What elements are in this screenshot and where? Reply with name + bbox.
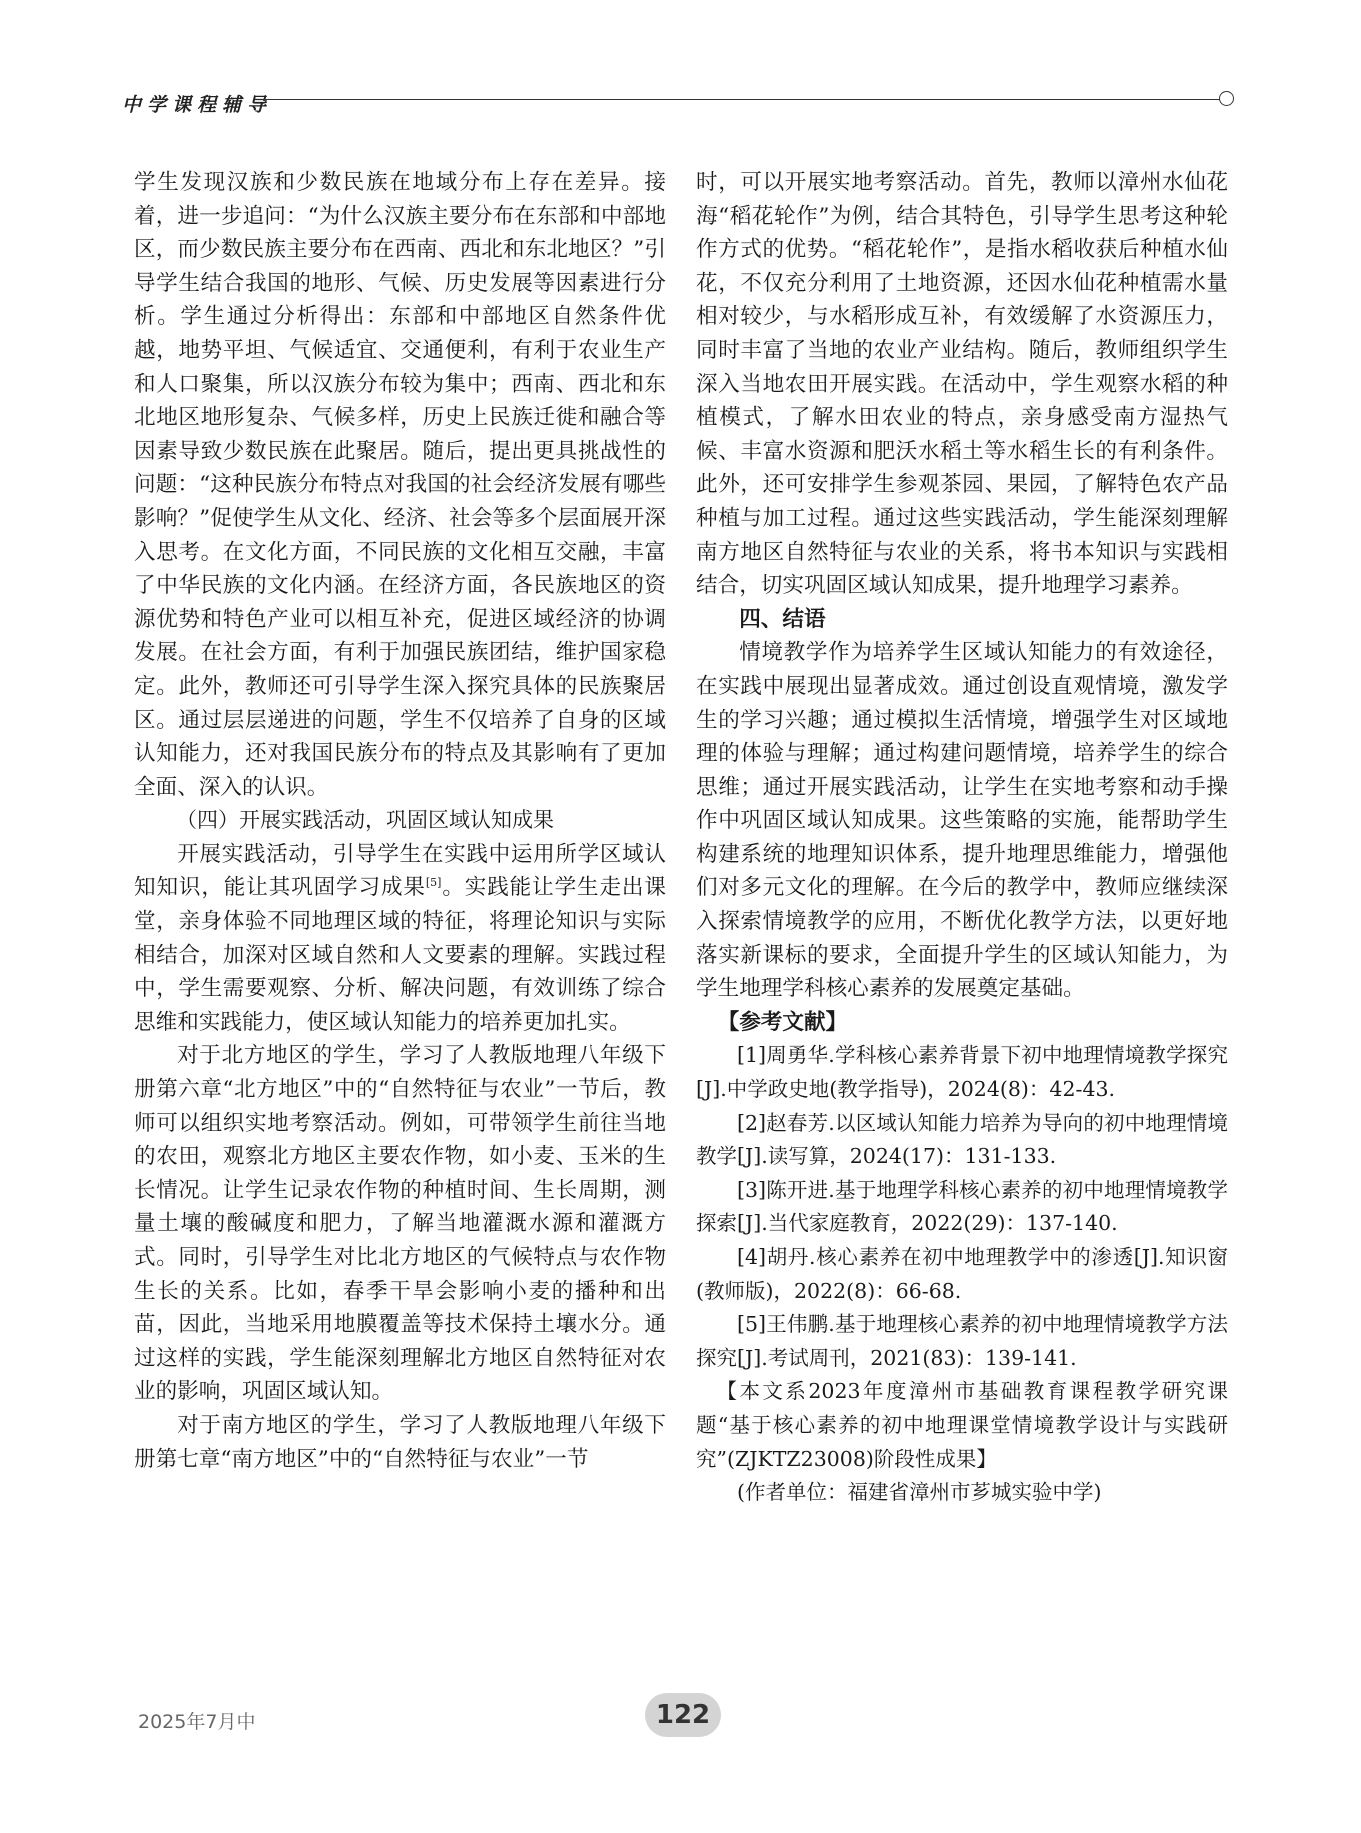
reference-item: [2]赵春芳.以区域认知能力培养为导向的初中地理情境教学[J].读写算，2024(17)：131-133. [696,1110,1228,1169]
subsection-heading: （四）开展实践活动，巩固区域认知成果 [176,808,554,833]
reference-item: [5]王伟鹏.基于地理核心素养的初中地理情境教学方法探究[J].考试周刊，2021(83)：139-141. [696,1312,1228,1370]
paragraph-text: 。实践能让学生走出课堂，亲身体验不同地理区域的特征，将理论知识与实际相结合，加深对区域自然和人文要素的理解。实践过程中，学生需要观察、分析、解决问题，有效训练了综合思维和实践能力，使区域认知能力的培养更加扎实。 [134,875,666,1035]
issue-date: 2025年7月中 [138,1711,256,1733]
right-column [696,166,1228,1510]
header-circle-ornament [1219,91,1234,106]
paragraph: 对于南方地区的学生，学习了人教版地理八年级下册第七章“南方地区”中的“自然特征与农业”一节 [134,1412,666,1472]
author-affiliation: (作者单位：福建省漳州市芗城实验中学) [737,1480,1102,1505]
paragraph: 情境教学作为培养学生区域认知能力的有效途径，在实践中展现出显著成效。通过创设直观情境，激发学生的学习兴趣；通过模拟生活情境，增强学生对区域地理的体验与理解；通过构建问题情境，培养学生的综合思维；通过开展实践活动，让学生在实地考察和动手操作中巩固区域认知成果。这些策略的实施，能帮助学生构建系统的地理知识体系，提升地理思维能力，增强他们对多元文化的理解。在今后的教学中，教师应继续深入探索情境教学的应用，不断优化教学方法，以更好地落实新课标的要求，全面提升学生的区域认知能力，为学生地理学科核心素养的发展奠定基础。 [696,640,1228,1002]
citation-marker[interactable]: [5] [425,876,442,890]
reference-item: [4]胡丹.核心素养在初中地理教学中的渗透[J].知识窗(教师版)，2022(8)：66-68. [696,1245,1228,1303]
page-number: 122 [645,1693,721,1737]
paragraph-text: 开展实践活动，引导学生在实践中运用所学区域认知知识，能让其巩固学习成果 [134,841,666,901]
journal-name: 中学课程辅导 [122,94,273,116]
section-heading: 四、结语 [739,606,826,632]
paragraph: 时，可以开展实地考察活动。首先，教师以漳州水仙花海“稻花轮作”为例，结合其特色，引导学生思考这种轮作方式的优势。“稻花轮作”，是指水稻收获后种植水仙花，不仅充分利用了土地资源，还因水仙花种植需水量相对较少，与水稻形成互补，有效缓解了水资源压力，同时丰富了当地的农业产业结构。随后，教师组织学生深入当地农田开展实践。在活动中，学生观察水稻的种植模式，了解水田农业的特点，亲身感受南方湿热气候、丰富水资源和肥沃水稻土等水稻生长的有利条件。此外，还可安排学生参观茶园、果园，了解特色农产品种植与加工过程。通过这些实践活动，学生能深刻理解南方地区自然特征与农业的关系，将书本知识与实践相结合，切实巩固区域认知成果，提升地理学习素养。 [696,170,1228,599]
paragraph: 学生发现汉族和少数民族在地域分布上存在差异。接着，进一步追问：“为什么汉族主要分布在东部和中部地区，而少数民族主要分布在西南、西北和东北地区？”引导学生结合我国的地形、气候、历史发展等因素进行分析。学生通过分析得出：东部和中部地区自然条件优越，地势平坦、气候适宜、交通便利，有利于农业生产和人口聚集，所以汉族分布较为集中；西南、西北和东北地区地形复杂、气候多样，历史上民族迁徙和融合等因素导致少数民族在此聚居。随后，提出更具挑战性的问题：“这种民族分布特点对我国的社会经济发展有哪些影响？”促使学生从文化、经济、社会等多个层面展开深入思考。在文化方面，不同民族的文化相互交融，丰富了中华民族的文化内涵。在经济方面，各民族地区的资源优势和特色产业可以相互补充，促进区域经济的协调发展。在社会方面，有利于加强民族团结，维护国家稳定。此外，教师还可引导学生深入探究具体的民族聚居区。通过层层递进的问题，学生不仅培养了自身的区域认知能力，还对我国民族分布的特点及其影响有了更加全面、深入的认识。 [134,170,666,800]
reference-item: [3]陈开进.基于地理学科核心素养的初中地理情境教学探索[J].当代家庭教育，2022(29)：137-140. [696,1177,1228,1236]
references-heading: 【参考文献】 [717,1009,848,1035]
left-column [134,166,666,1476]
header-rule [262,99,1220,100]
page-header [122,86,1234,116]
paragraph: 对于北方地区的学生，学习了人教版地理八年级下册第六章“北方地区”中的“自然特征与农业”一节后，教师可以组织实地考察活动。例如，可带领学生前往当地的农田，观察北方地区主要农作物，如小麦、玉米的生长情况。让学生记录农作物的种植时间、生长周期，测量土壤的酸碱度和肥力，了解当地灌溉水源和灌溉方式。同时，引导学生对比北方地区的气候特点与农作物生长的关系。比如，春季干旱会影响小麦的播种和出苗，因此，当地采用地膜覆盖等技术保持土壤水分。通过这样的实践，学生能深刻理解北方地区自然特征对农业的影响，巩固区域认知。 [134,1043,666,1405]
paragraph [134,838,666,1040]
funding-note: 【本文系2023年度漳州市基础教育课程教学研究课题“基于核心素养的初中地理课堂情境教学设计与实践研究”(ZJKTZ23008)阶段性成果】 [696,1379,1228,1471]
reference-item: [1]周勇华.学科核心素养背景下初中地理情境教学探究[J].中学政史地(教学指导)，2024(8)：42-43. [696,1043,1228,1102]
